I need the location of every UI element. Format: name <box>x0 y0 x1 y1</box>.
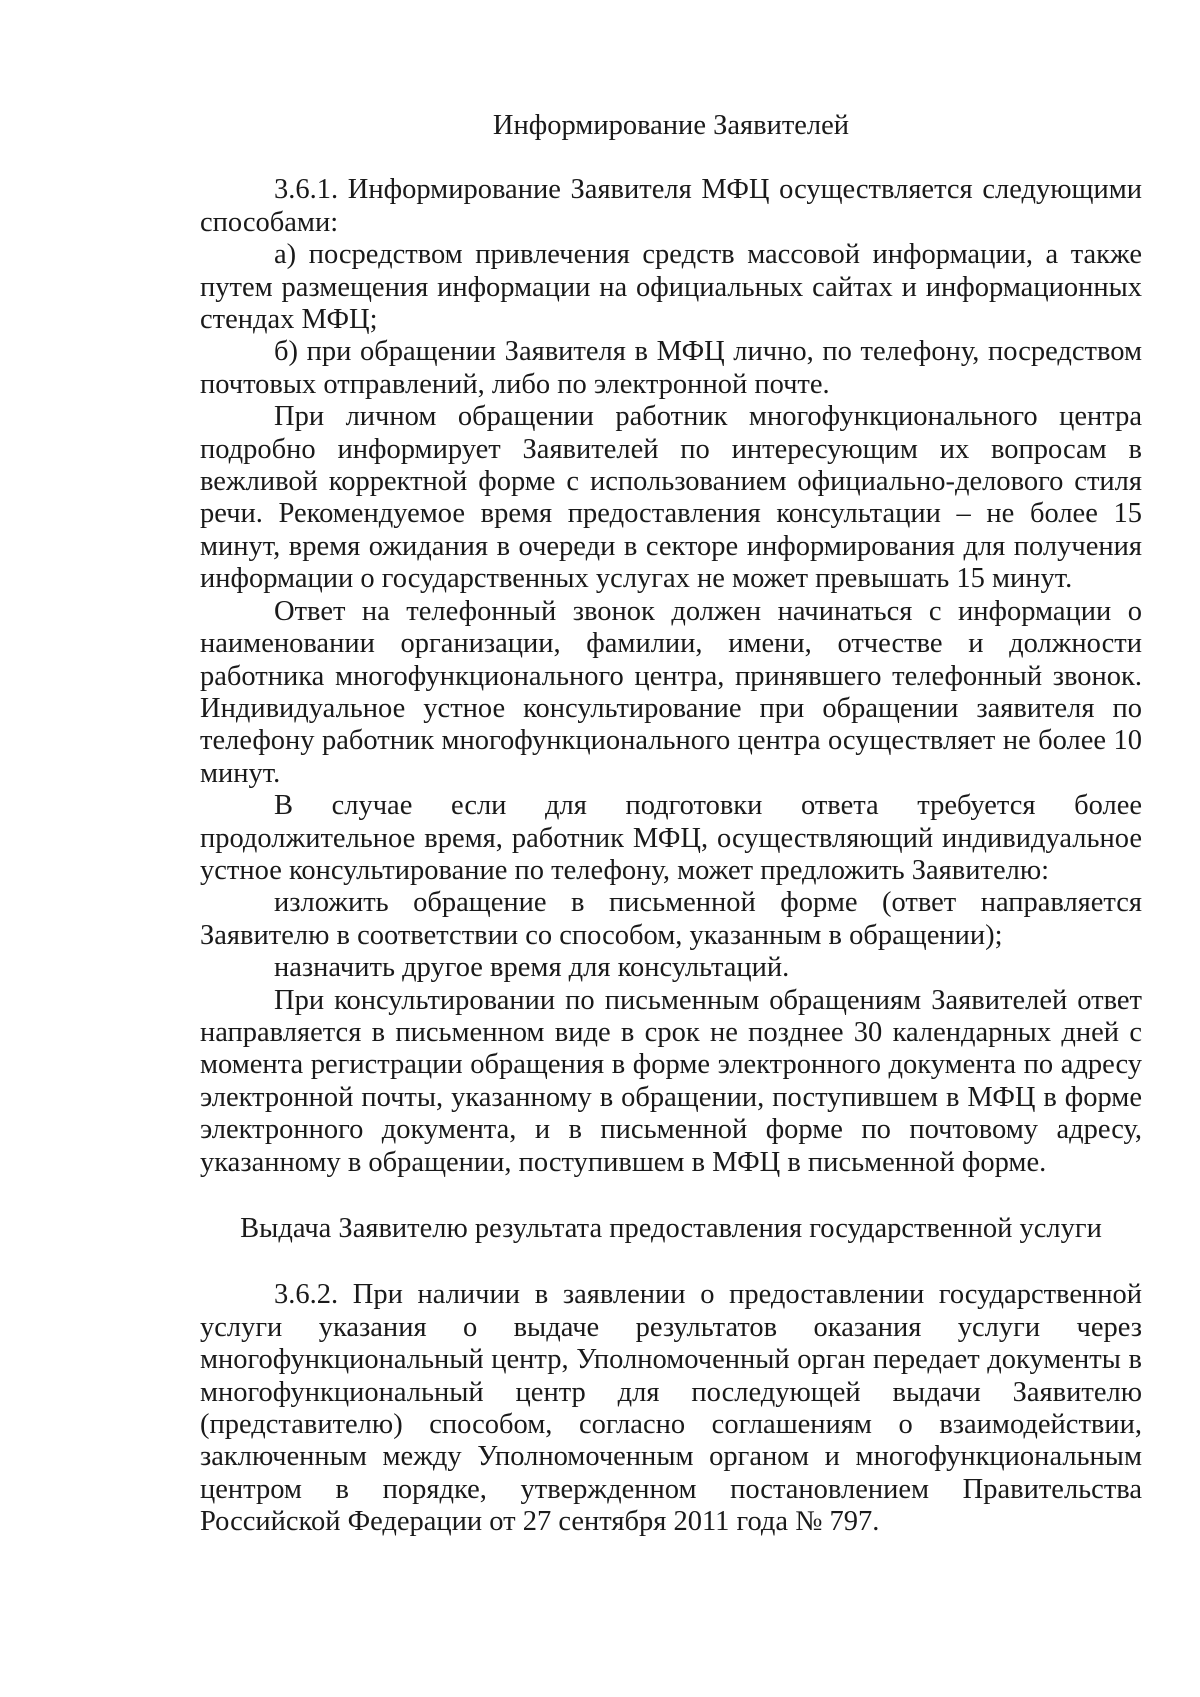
paragraph-3-6-1: 3.6.1. Информирование Заявителя МФЦ осуществляется следующими способами: <box>200 174 1142 238</box>
paragraph-item-a: а) посредством привлечения средств массовой информации, а также путем размещения информации на официальных сайтах и информационных стендах МФЦ; <box>200 239 1142 336</box>
section-heading-informing: Информирование Заявителей <box>492 110 850 141</box>
document-body <box>200 110 1142 1539</box>
paragraph-personal-visit: При личном обращении работник многофункционального центра подробно информирует Заявителей по интересующим их вопросам в вежливой корректной форме с использованием официально-делового стиля речи. Рекомендуемое время предоставления консультации – не более 15 минут, время ожидания в очереди в секторе информирования для получения информации о государственных услугах не может превышать 15 минут. <box>200 401 1142 595</box>
paragraph-longer-time: В случае если для подготовки ответа требуется более продолжительное время, работник МФЦ, осуществляющий индивидуальное устное консультирование по телефону, может предложить Заявителю: <box>200 790 1142 886</box>
paragraph-written-requests: При консультировании по письменным обращениям Заявителей ответ направляется в письменном виде в срок не позднее 30 календарных дней с момента регистрации обращения в форме электронного документа по адресу электронной почты, указанному в обращении, поступившем в МФЦ в форме электронного документа, и в письменной форме по почтовому адресу, указанному в обращении, поступившем в МФЦ в письменной форме. <box>200 984 1142 1178</box>
paragraph-phone-call: Ответ на телефонный звонок должен начинаться с информации о наименовании организации, фамилии, имени, отчестве и должности работника многофункционального центра, принявшего телефонный звонок. Индивидуальное устное консультирование при обращении заявителя по телефону работник многофункционального центра осуществляет не более 10 минут. <box>200 595 1142 789</box>
paragraph-3-6-2: 3.6.2. При наличии в заявлении о предоставлении государственной услуги указания о выдаче результатов оказания услуги через многофункциональный центр, Уполномоченный орган передает документы в многофункциональный центр для последующей выдачи Заявителю (представителю) способом, согласно соглашениям о взаимодействии, заключенным между Уполномоченным органом и многофункциональным центром в порядке, утвержденном постановлением Правительства Российской Федерации от 27 сентября 2011 года № 797. <box>200 1279 1142 1538</box>
paragraph-option-written: изложить обращение в письменной форме (ответ направляется Заявителю в соответствии со способом, указанным в обращении); <box>200 887 1142 951</box>
section-heading-result-delivery: Выдача Заявителю результата предоставления государственной услуги <box>240 1213 1102 1244</box>
paragraph-item-b: б) при обращении Заявителя в МФЦ лично, по телефону, посредством почтовых отправлений, либо по электронной почте. <box>200 336 1142 400</box>
paragraph-option-reschedule: назначить другое время для консультаций. <box>274 952 790 984</box>
